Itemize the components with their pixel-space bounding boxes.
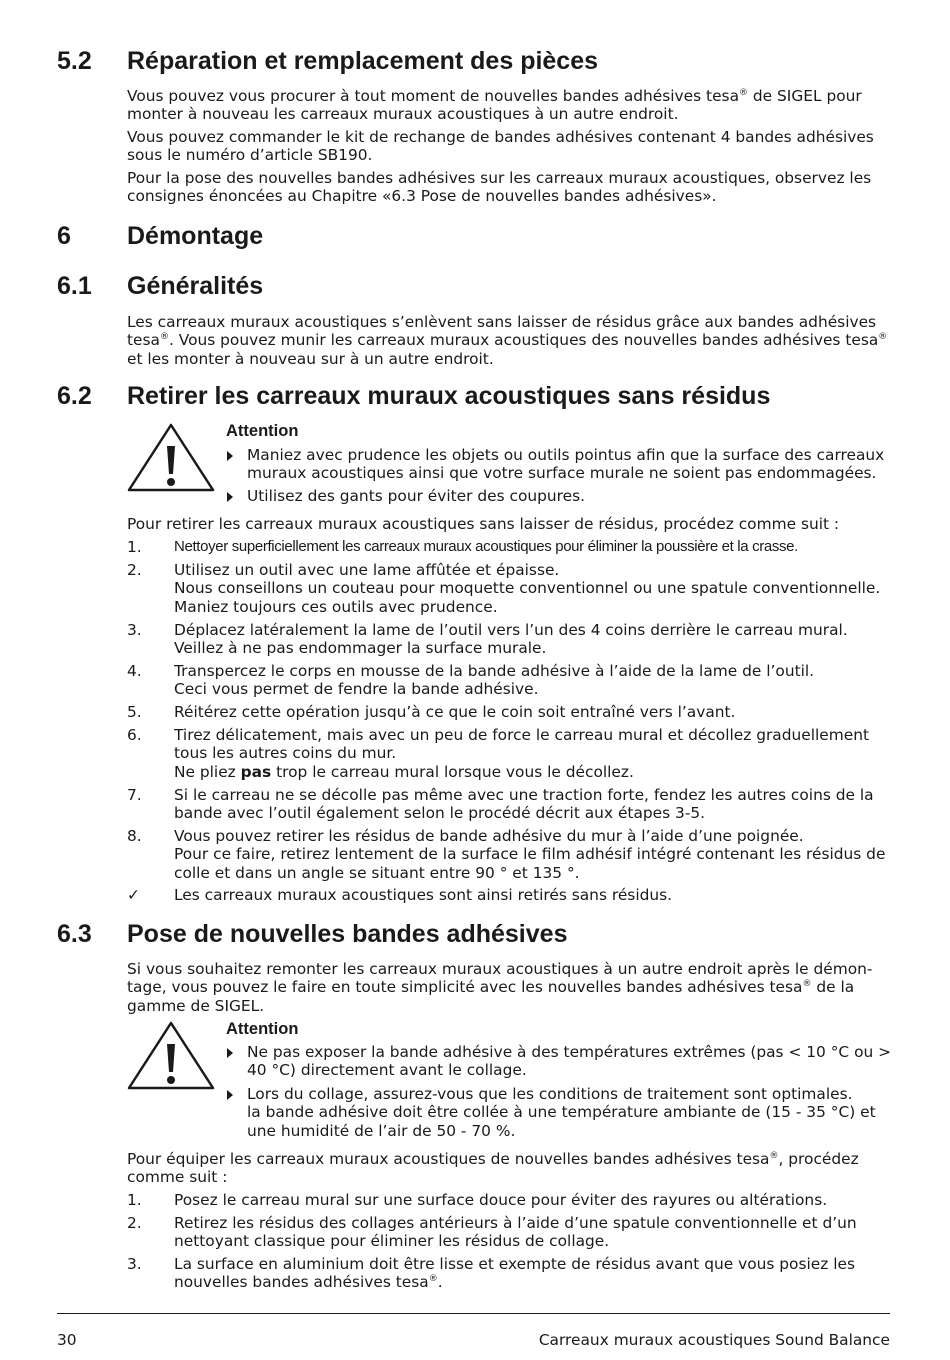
section-6-3-body — [127, 960, 892, 1015]
attention-title: Attention — [226, 1020, 299, 1038]
list-item: 1. Nettoyer superficiellement les carreaux muraux acoustiques pour éliminer la poussière et la crasse. — [127, 538, 798, 556]
warning-triangle-icon — [127, 422, 215, 492]
section-number: 5.2 — [57, 47, 92, 75]
list-item: 2. Retirez les résidus des collages antérieurs à l’aide d’une spatule conventionnelle et d’un nettoyant classique pour éliminer les résidus de collage. — [127, 1214, 857, 1251]
footer-divider — [57, 1313, 890, 1314]
triangle-right-icon — [227, 451, 233, 461]
attention-bullet: Utilisez des gants pour éviter des coupures. — [226, 487, 892, 505]
heading-6 — [57, 221, 263, 251]
list-item: 6. Tirez délicatement, mais avec un peu de force le carreau mural et décollez graduellement tous les autres coins du mur. Ne pliez pas trop le carreau mural lorsque vous le décollez. — [127, 726, 869, 781]
procedure-intro: Pour retirer les carreaux muraux acoustiques sans laisser de résidus, procédez comme suit : — [127, 515, 840, 533]
triangle-right-icon — [227, 492, 233, 502]
result-item: ✓ Les carreaux muraux acoustiques sont ainsi retirés sans résidus. — [127, 886, 673, 904]
heading-6-2 — [57, 381, 770, 411]
warning-triangle-icon — [127, 1020, 215, 1090]
section-title: Généralités — [127, 272, 264, 300]
section-6-1-body — [127, 313, 892, 368]
paragraph: Vous pouvez commander le kit de rechange de bandes adhésives contenant 4 bandes adhésives sous le numéro d’article SB190. — [127, 127, 874, 165]
attention-title: Attention — [226, 422, 299, 440]
section-title: Pose de nouvelles bandes adhésives — [127, 920, 568, 948]
section-number: 6 — [57, 222, 71, 250]
heading-5-2 — [57, 46, 598, 76]
attention-bullet: Lors du collage, assurez-vous que les conditions de traitement sont optimales. la bande adhésive doit être collée à une température ambiante de (15 - 35 °C) et une humidité de l’air de 50 - 70 %. — [226, 1085, 892, 1140]
triangle-right-icon — [227, 1090, 233, 1100]
attention-bullet: Ne pas exposer la bande adhésive à des températures extrêmes (pas < 10 °C ou > 40 °C) directement avant le collage. — [226, 1043, 892, 1080]
paragraph: Les carreaux muraux acoustiques s’enlèvent sans laisser de résidus grâce aux bandes adhésives tesa®. Vous pouvez munir les carreaux muraux acoustiques des nouvelles bandes adhésives tesa® et les monter à nouveau sur à un autre endroit. — [127, 313, 888, 368]
heading-6-3 — [57, 919, 567, 949]
paragraph: Pour la pose des nouvelles bandes adhésives sur les carreaux muraux acoustiques, observez les consignes énoncées au Chapitre «6.3 Pose de nouvelles bandes adhésives». — [127, 168, 872, 206]
page-number: 30 — [57, 1331, 77, 1349]
section-number: 6.3 — [57, 920, 92, 948]
paragraph: Vous pouvez vous procurer à tout moment de nouvelles bandes adhésives tesa® de SIGEL pour monter à nouveau les carreaux muraux acoustiques à un autre endroit. — [127, 87, 862, 124]
list-item: 2. Utilisez un outil avec une lame affûtée et épaisse. Nous conseillons un couteau pour moquette conventionnel ou une spatule conventionnelle. Maniez toujours ces outils avec prudence. — [127, 561, 881, 616]
footer-title: Carreaux muraux acoustiques Sound Balance — [538, 1331, 890, 1349]
list-item: 8. Vous pouvez retirer les résidus de bande adhésive du mur à l’aide d’une poignée. Pour ce faire, retirez lentement de la surface le film adhésif intégré contenant les résidus de colle et dans un angle se situant entre 90 ° et 135 °. — [127, 827, 886, 882]
heading-6-1 — [57, 271, 263, 301]
triangle-right-icon — [227, 1048, 233, 1058]
list-item: 4. Transpercez le corps en mousse de la bande adhésive à l’aide de la lame de l’outil. Ceci vous permet de fendre la bande adhésive. — [127, 662, 815, 699]
section-5-2-body — [127, 87, 892, 205]
list-item: 3. Déplacez latéralement la lame de l’outil vers l’un des 4 coins derrière le carreau mural. Veillez à ne pas endommager la surface murale. — [127, 621, 848, 658]
list-item: 5. Réitérez cette opération jusqu’à ce que le coin soit entraîné vers l’avant. — [127, 703, 736, 721]
list-item: 3. La surface en aluminium doit être lisse et exempte de résidus avant que vous posiez les nouvelles bandes adhésives tesa®. — [127, 1255, 855, 1292]
section-title: Démontage — [127, 222, 264, 250]
checkmark-icon: ✓ — [127, 886, 140, 904]
list-item: 1. Posez le carreau mural sur une surface douce pour éviter des rayures ou altérations. — [127, 1191, 828, 1209]
section-number: 6.2 — [57, 382, 92, 410]
procedure-intro: Pour équiper les carreaux muraux acoustiques de nouvelles bandes adhésives tesa®, procédez comme suit : — [127, 1150, 859, 1187]
section-number: 6.1 — [57, 272, 92, 300]
section-title: Retirer les carreaux muraux acoustiques sans résidus — [127, 382, 771, 410]
section-title: Réparation et remplacement des pièces — [127, 47, 599, 75]
list-item: 7. Si le carreau ne se décolle pas même avec une traction forte, fendez les autres coins de la bande avec l’outil également selon le procédé décrit aux étapes 3-5. — [127, 786, 874, 823]
paragraph: Si vous souhaitez remonter les carreaux muraux acoustiques à un autre endroit après le démon-tage, vous pouvez le faire en toute simplicité avec les nouvelles bandes adhésives tesa® de la gamme de SIGEL. — [127, 960, 873, 1015]
attention-bullet: Maniez avec prudence les objets ou outils pointus afin que la surface des carreaux muraux acoustiques ainsi que votre surface murale ne soient pas endommagées. — [226, 446, 892, 483]
